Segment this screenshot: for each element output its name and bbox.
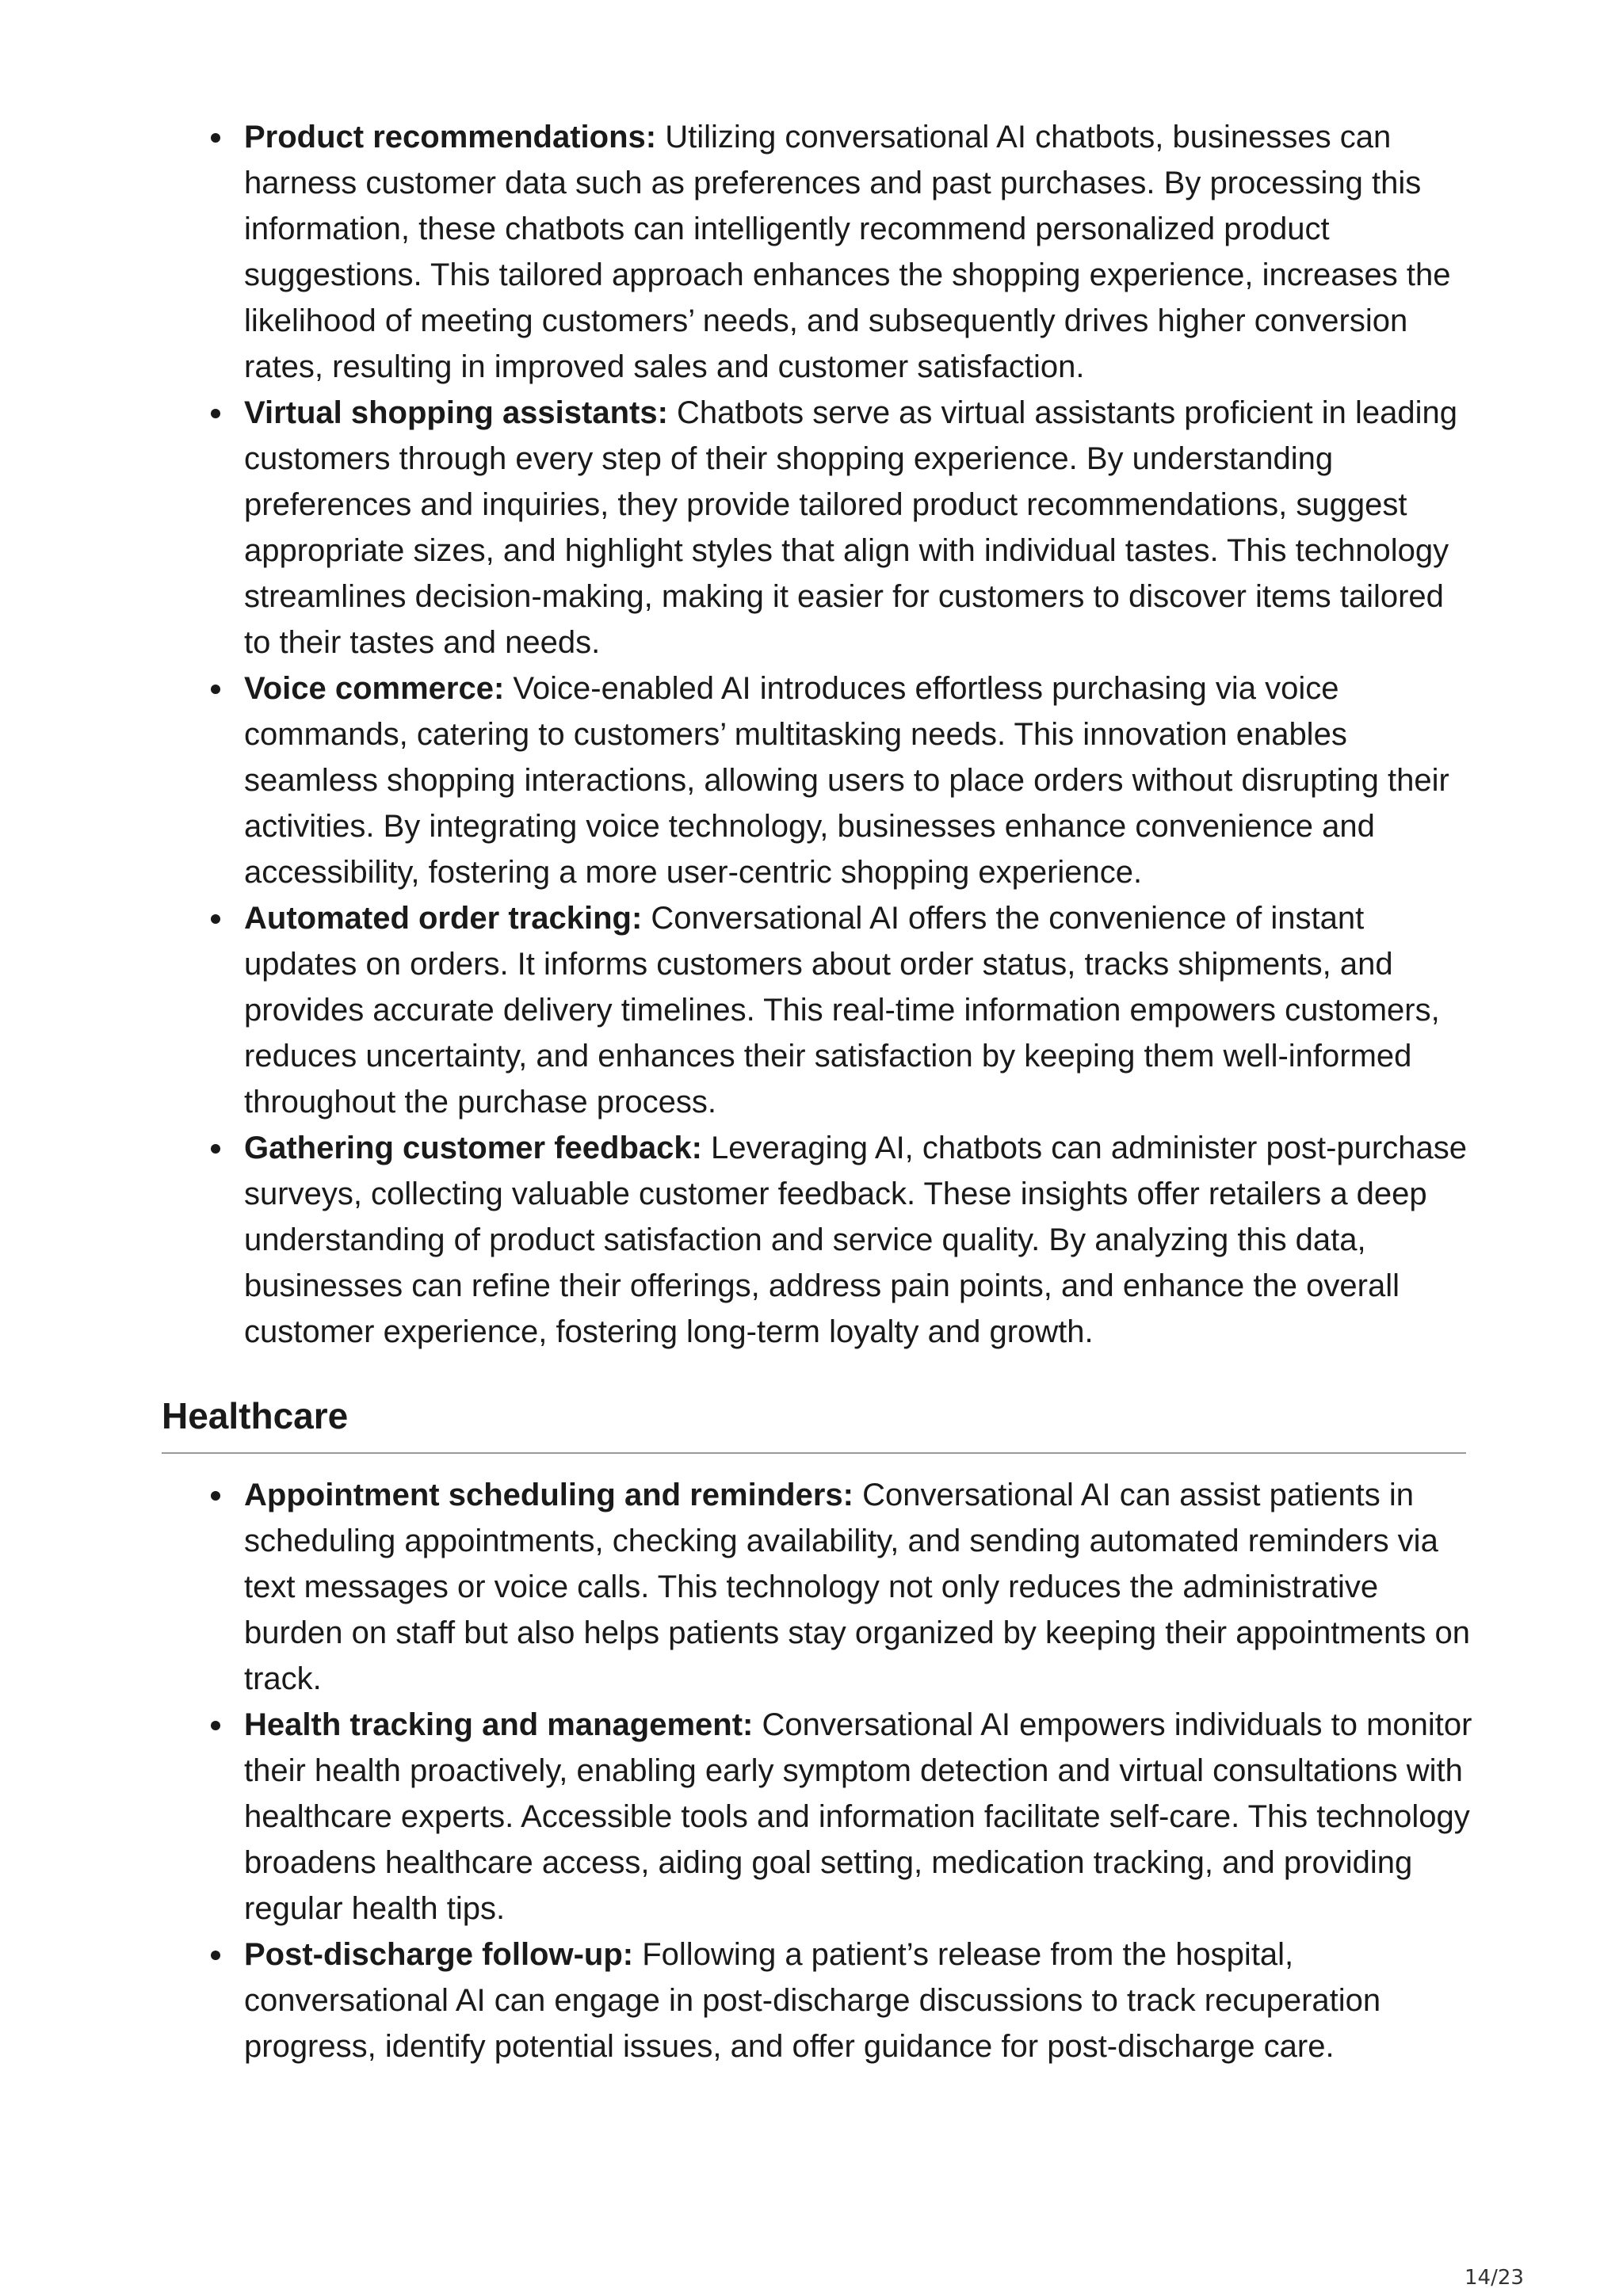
list-item-text: Voice-enabled AI introduces effortless purchasing via voice commands, catering to customers’ multitasking needs. This innovation enables seamless shopping interactions, allowing users to place orders without disrupting their activities. By integrating voice technology, businesses enhance convenience and accessibility, fostering a more user-centric shopping experience. bbox=[244, 671, 1449, 890]
bullet-icon bbox=[211, 685, 220, 694]
list-item-title: Gathering customer feedback: bbox=[244, 1131, 702, 1165]
retail-use-case-list bbox=[0, 114, 1623, 1355]
page-number: 14/23 bbox=[1465, 2266, 1524, 2290]
list-item-title: Post-discharge follow-up: bbox=[244, 1937, 634, 1972]
list-item-text: Conversational AI empowers individuals to monitor their health proactively, enabling early symptom detection and virtual consultations with healthcare experts. Accessible tools and information facilitate self-care. This technology broadens healthcare access, aiding goal setting, medication tracking, and providing regular health tips. bbox=[244, 1707, 1472, 1926]
list-item bbox=[244, 1472, 1472, 1702]
list-item bbox=[244, 666, 1472, 895]
bullet-icon bbox=[211, 1721, 220, 1730]
list-item bbox=[244, 114, 1472, 390]
list-item-title: Automated order tracking: bbox=[244, 901, 643, 936]
bullet-icon bbox=[211, 133, 220, 143]
list-item-title: Health tracking and management: bbox=[244, 1707, 754, 1742]
bullet-icon bbox=[211, 1144, 220, 1154]
list-item bbox=[244, 895, 1472, 1125]
list-item-text: Conversational AI can assist patients in scheduling appointments, checking availability, and sending automated reminders via text messages or voice calls. This technology not only reduces the administrative burden on staff but also helps patients stay organized by keeping their appointments on track. bbox=[244, 1478, 1470, 1696]
list-item-text: Conversational AI offers the convenience of instant updates on orders. It informs customers about order status, tracks shipments, and provides accurate delivery timelines. This real-time information empowers customers, reduces uncertainty, and enhances their satisfaction by keeping them well-informed throughout the purchase process. bbox=[244, 901, 1440, 1119]
list-item-title: Virtual shopping assistants: bbox=[244, 395, 668, 430]
list-item-title: Appointment scheduling and reminders: bbox=[244, 1478, 854, 1512]
list-item bbox=[244, 390, 1472, 666]
list-item-text: Chatbots serve as virtual assistants proficient in leading customers through every step of their shopping experience. By understanding preferences and inquiries, they provide tailored product recommendations, suggest appropriate sizes, and highlight styles that align with individual tastes. This technology streamlines decision-making, making it easier for customers to discover items tailored to their tastes and needs. bbox=[244, 395, 1457, 660]
list-item-title: Voice commerce: bbox=[244, 671, 505, 706]
list-item-title: Product recommendations: bbox=[244, 120, 657, 154]
healthcare-use-case-list bbox=[0, 1472, 1623, 2069]
bullet-icon bbox=[211, 1951, 220, 1960]
section-heading-healthcare: Healthcare bbox=[162, 1395, 349, 1436]
list-item-text: Following a patient’s release from the hospital, conversational AI can engage in post-discharge discussions to track recuperation progress, identify potential issues, and offer guidance for post-discharge care. bbox=[244, 1937, 1381, 2064]
list-item-text: Utilizing conversational AI chatbots, businesses can harness customer data such as preferences and past purchases. By processing this information, these chatbots can intelligently recommend personalized product suggestions. This tailored approach enhances the shopping experience, increases the likelihood of meeting customers’ needs, and subsequently drives higher conversion rates, resulting in improved sales and customer satisfaction. bbox=[244, 120, 1451, 384]
list-item bbox=[244, 1125, 1472, 1355]
bullet-icon bbox=[211, 914, 220, 924]
bullet-icon bbox=[211, 1491, 220, 1501]
section-divider bbox=[162, 1452, 1466, 1454]
list-item bbox=[244, 1702, 1472, 1932]
list-item bbox=[244, 1932, 1472, 2069]
bullet-icon bbox=[211, 409, 220, 418]
list-item-text: Leveraging AI, chatbots can administer post-purchase surveys, collecting valuable customer feedback. These insights offer retailers a deep understanding of product satisfaction and service quality. By analyzing this data, businesses can refine their offerings, address pain points, and enhance the overall customer experience, fostering long-term loyalty and growth. bbox=[244, 1131, 1467, 1349]
